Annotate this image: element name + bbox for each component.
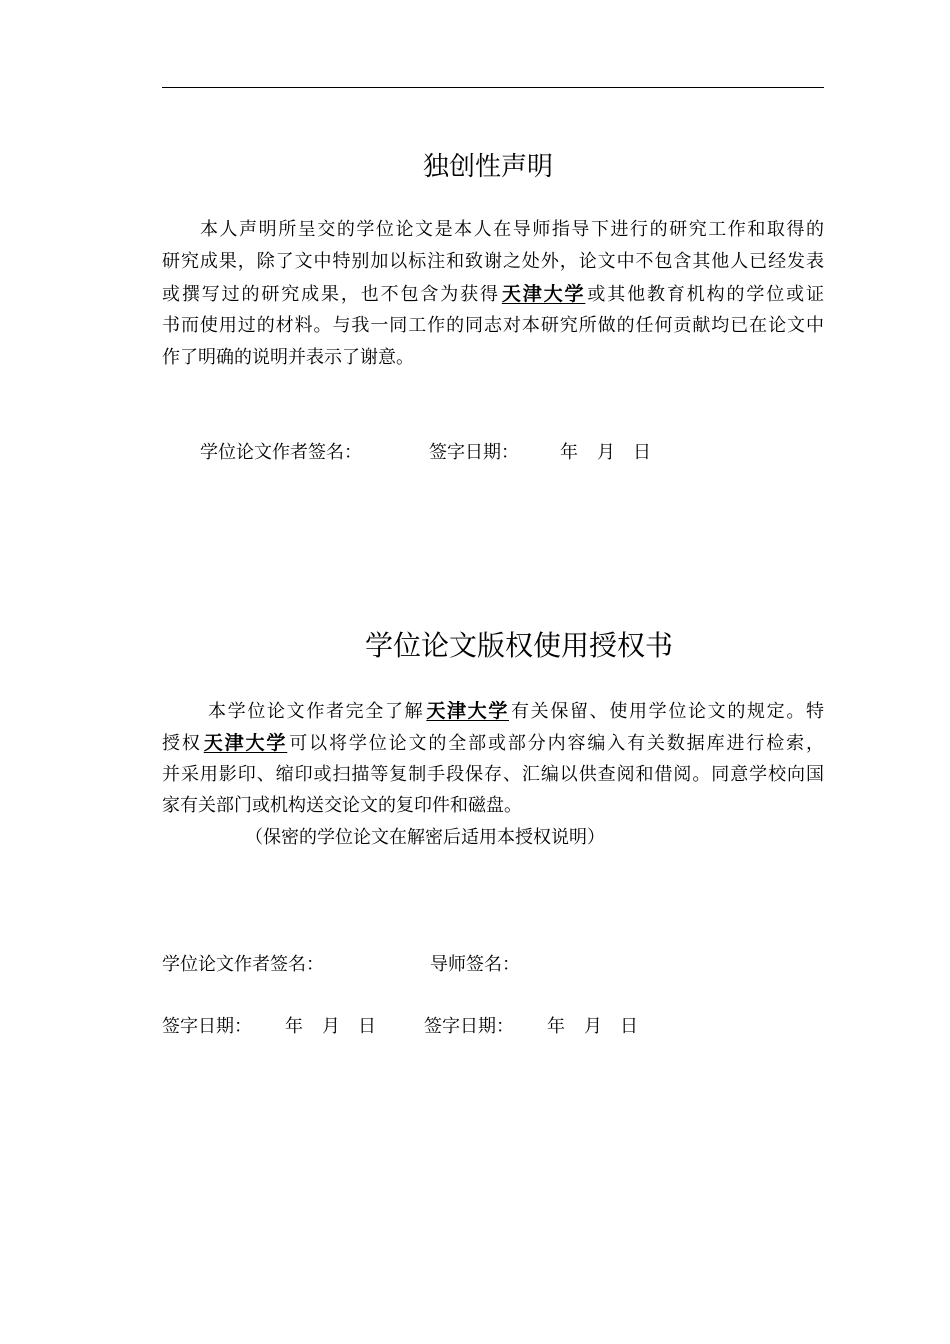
university-name: 天津大学	[203, 732, 288, 754]
declaration-line-part: 或其他教育机构的学位或证	[587, 284, 824, 305]
author-date-label: 签字日期：	[162, 1016, 252, 1037]
declaration-line: 作了明确的说明并表示了谢意。	[162, 347, 414, 368]
declaration-line: 本人声明所呈交的学位论文是本人在导师指导下进行的研究工作和取得的	[200, 219, 824, 240]
declaration-line	[162, 282, 824, 307]
university-name: 天津大学	[501, 283, 586, 305]
day-label: 日	[358, 1016, 376, 1037]
confidential-note: （保密的学位论文在解密后适用本授权说明）	[245, 827, 605, 848]
declaration-line: 书而使用过的材料。与我一同工作的同志对本研究所做的任何贡献均已在论文中	[162, 315, 824, 336]
month-label: 月	[322, 1016, 340, 1037]
month-label: 月	[584, 1016, 602, 1037]
authorization-line: 家有关部门或机构送交论文的复印件和磁盘。	[162, 795, 522, 816]
authorization-line-part: 有关保留、使用学位论文的规定。特	[511, 701, 824, 722]
declaration-title: 独创性声明	[423, 152, 554, 182]
header-rule	[162, 87, 824, 88]
authorization-line: 并采用影印、缩印或扫描等复制手段保存、汇编以供查阅和借阅。同意学校向国	[162, 764, 824, 785]
authorization-line-part: 本学位论文作者完全了解	[208, 701, 425, 722]
year-label: 年	[560, 442, 578, 463]
supervisor-date-label: 签字日期：	[424, 1016, 514, 1037]
declaration-line-part: 或撰写过的研究成果，也不包含为获得	[162, 284, 500, 305]
day-label: 日	[620, 1016, 638, 1037]
supervisor-sign-label: 导师签名：	[430, 954, 520, 975]
year-label: 年	[285, 1016, 303, 1037]
month-label: 月	[597, 442, 615, 463]
sign-date-label: 签字日期：	[429, 442, 519, 463]
authorization-line-part: 可以将学位论文的全部或部分内容编入有关数据库进行检索，	[289, 733, 824, 754]
year-label: 年	[547, 1016, 565, 1037]
authorization-line-part: 授权	[162, 733, 202, 754]
authorization-title: 学位论文版权使用授权书	[365, 629, 674, 662]
declaration-line: 研究成果，除了文中特别加以标注和致谢之处外，论文中不包含其他人已经发表	[162, 251, 824, 272]
day-label: 日	[633, 442, 651, 463]
author-sign-label: 学位论文作者签名：	[200, 442, 362, 463]
university-name: 天津大学	[426, 700, 509, 722]
authorization-line	[162, 731, 824, 756]
authorization-line	[208, 699, 824, 724]
author-sign-label: 学位论文作者签名：	[162, 954, 324, 975]
